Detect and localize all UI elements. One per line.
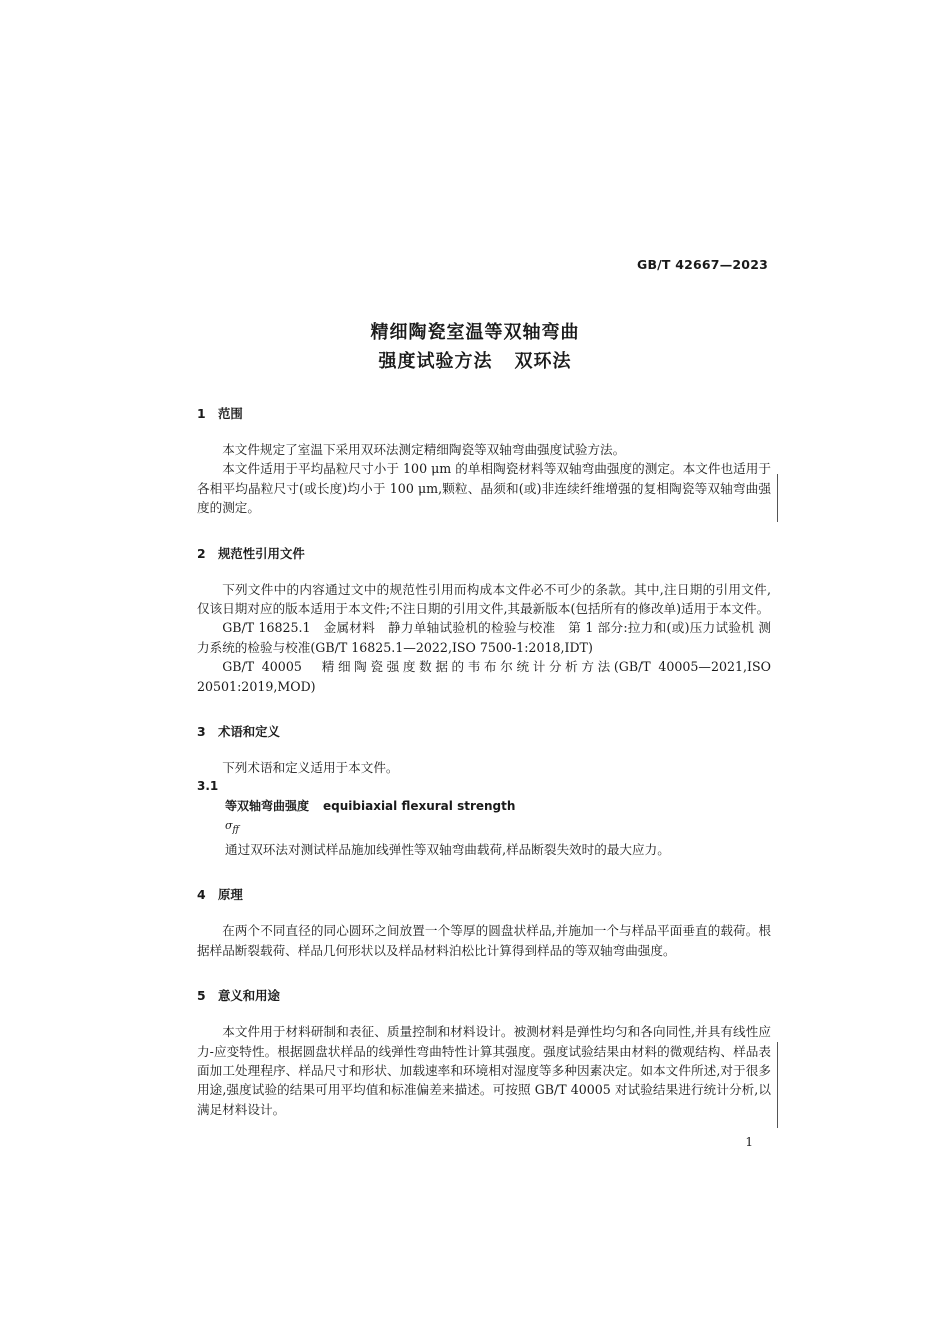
page-number: 1 (745, 1135, 753, 1149)
section-heading-normative-references (197, 544, 771, 564)
paragraph: 下列文件中的内容通过文中的规范性引用而构成本文件必不可少的条款。其中,注日期的引用文件,仅该日期对应的版本适用于本文件;不注日期的引用文件,其最新版本(包括所有的修改单)适用于本文件。 (197, 581, 771, 617)
reference-entry: GB/T 16825.1 金属材料 静力单轴试验机的检验与校准 第 1 部分:拉力和(或)压力试验机 测力系统的检验与校准(GB/T 16825.1—2022,ISO 7500-1:2018,IDT) (197, 620, 771, 655)
paragraph: 在两个不同直径的同心圆环之间放置一个等厚的圆盘状样品,并施加一个与样品平面垂直的载荷。根据样品断裂载荷、样品几何形状以及样品材料泊松比计算得到样品的等双轴弯曲强度。 (197, 923, 771, 958)
title-line-2 (0, 347, 950, 376)
section-number: 5 (197, 988, 206, 1004)
paragraph: 下列术语和定义适用于本文件。 (222, 760, 399, 776)
document-body (197, 404, 771, 1119)
section-heading-terms (197, 722, 771, 742)
section-title: 意义和用途 (218, 988, 280, 1004)
section-heading-principle (197, 885, 771, 905)
revision-bar (777, 474, 778, 522)
term-symbol (197, 816, 771, 840)
paragraph: 本文件适用于平均晶粒尺寸小于 100 μm 的单相陶瓷材料等双轴弯曲强度的测定。本文件也适用于各相平均晶粒尺寸(或长度)均小于 100 μm,颗粒、晶须和(或)非连续纤维增强的复相陶瓷等双轴弯曲强度的测定。 (197, 461, 771, 516)
paragraph: 本文件规定了室温下采用双环法测定精细陶瓷等双轴弯曲强度试验方法。 (222, 442, 626, 457)
section-heading-significance (197, 986, 771, 1006)
section-number: 4 (197, 887, 206, 903)
standard-number: GB/T 42667—2023 (636, 257, 768, 272)
section-title: 范围 (218, 406, 243, 421)
reference-entry: GB/T 40005 精细陶瓷强度数据的韦布尔统计分析方法(GB/T 40005—2021,ISO 20501:2019,MOD) (197, 659, 771, 694)
title-line-1: 精细陶瓷室温等双轴弯曲 (370, 322, 580, 343)
section-heading-scope (197, 404, 771, 424)
term-definition: 通过双环法对测试样品施加线弹性等双轴弯曲载荷,样品断裂失效时的最大应力。 (225, 841, 670, 857)
section-number: 3 (197, 724, 206, 740)
paragraph: 本文件用于材料研制和表征、质量控制和材料设计。被测材料是弹性均匀和各向同性,并具有线性应力-应变特性。根据圆盘状样品的线弹性弯曲特性计算其强度。强度试验结果由材料的微观结构、样品表面加工处理程序、样品尺寸和形状、加载速率和环境相对湿度等多种因素决定。如本文件所述,对于很多用途,强度试验的结果可用平均值和标准偏差来描述。可按照 GB/T 40005 对试验结果进行统计分析,以满足材料设计。 (197, 1024, 771, 1117)
section-title: 规范性引用文件 (218, 545, 305, 561)
section-title: 原理 (218, 887, 243, 903)
title-line-2-method: 双环法 (514, 351, 572, 372)
term-number: 3.1 (197, 779, 219, 794)
symbol-letter: σ (225, 819, 233, 833)
section-title: 术语和定义 (218, 724, 280, 740)
term-english: equibiaxial flexural strength (323, 798, 516, 813)
document-title (0, 318, 950, 376)
term-chinese: 等双轴弯曲强度 (225, 798, 310, 813)
term-entry (197, 797, 771, 816)
revision-bar (777, 1042, 778, 1128)
section-number: 1 (197, 406, 206, 421)
symbol-subscript: ff (232, 824, 240, 836)
title-line-2-main: 强度试验方法 (378, 351, 493, 372)
section-number: 2 (197, 545, 206, 561)
